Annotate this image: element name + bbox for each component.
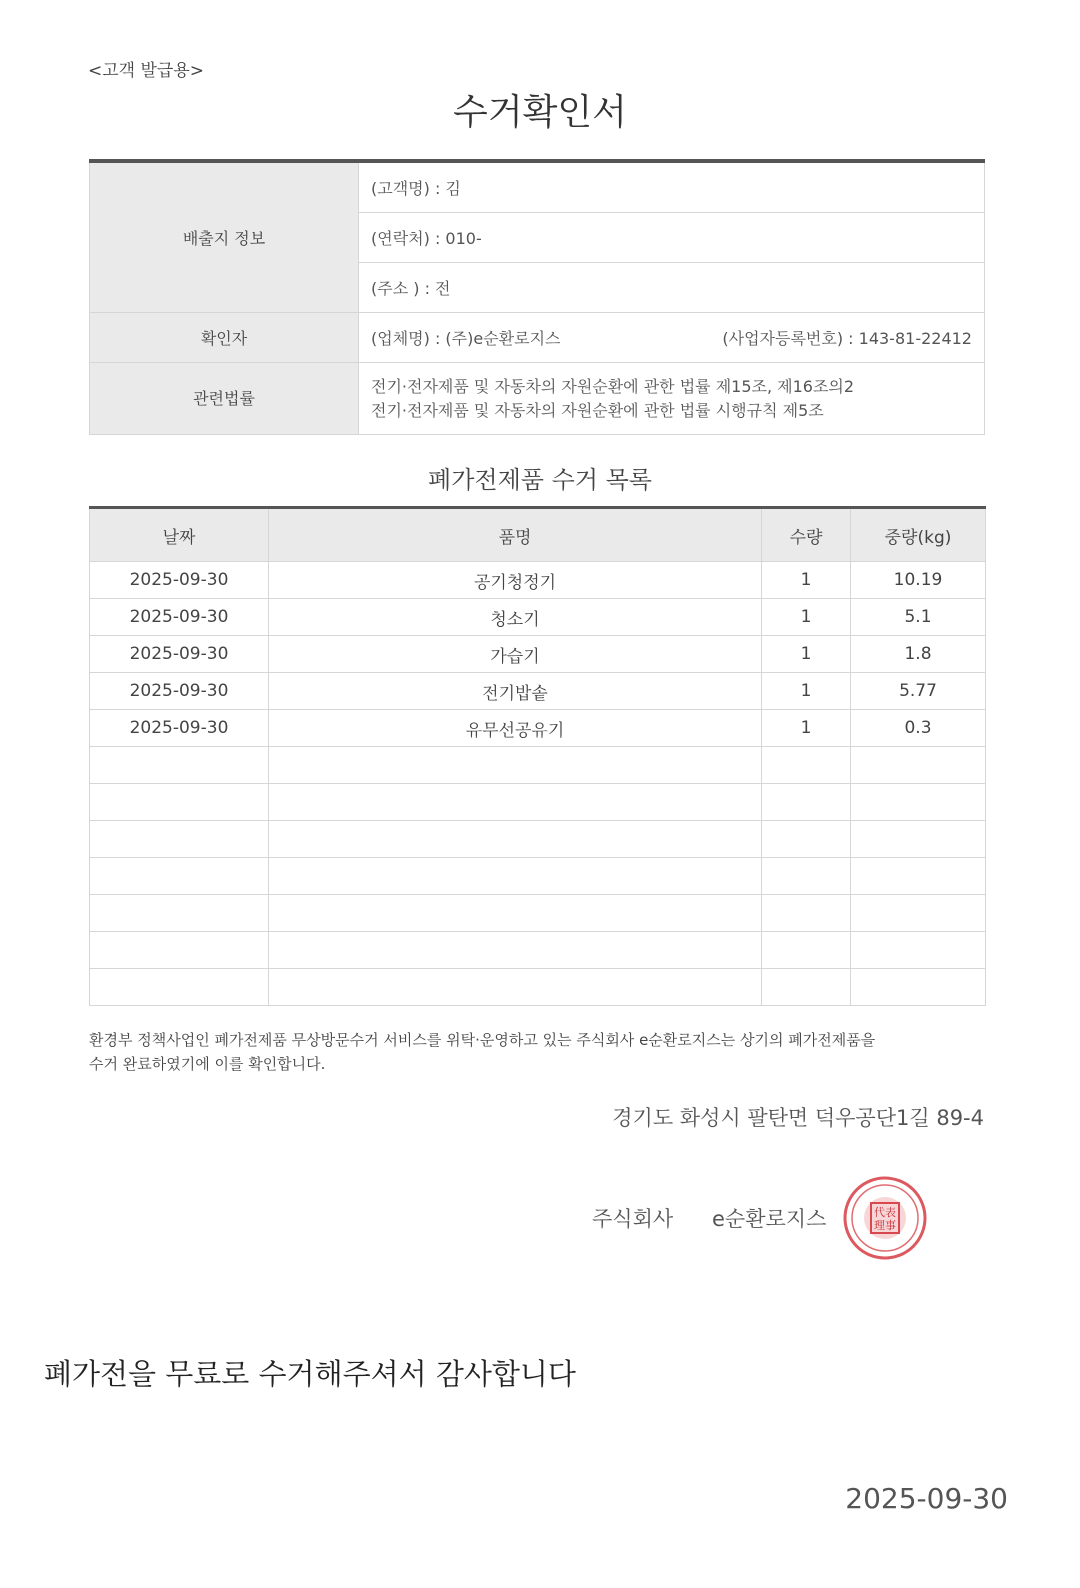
cell-quantity [762,747,851,784]
cell-item-name: 전기밥솥 [269,673,762,710]
cell-item-name [269,969,762,1006]
company-name: e순환로지스 [712,1207,827,1231]
table-row [90,895,986,932]
cell-quantity: 1 [762,710,851,747]
cell-quantity [762,932,851,969]
message-date: 2025-09-30 [845,1482,1008,1515]
table-row [90,784,986,821]
cell-weight: 1.8 [851,636,986,673]
law-text [359,363,985,435]
cell-date: 2025-09-30 [90,636,269,673]
table-row [90,821,986,858]
table-row [90,747,986,784]
confirmer-label: 확인자 [90,313,359,363]
cell-date [90,969,269,1006]
info-table [89,159,985,435]
svg-text:理事: 理事 [874,1219,896,1232]
cell-weight [851,895,986,932]
column-header-item: 품명 [269,508,762,562]
column-header-weight: 중량(kg) [851,508,986,562]
cell-date [90,821,269,858]
company-name-field: (업체명) : (주)e순환로지스 [371,329,561,348]
cell-quantity: 1 [762,599,851,636]
cell-item-name: 청소기 [269,599,762,636]
table-row [90,599,986,636]
cell-date [90,895,269,932]
cell-item-name: 가습기 [269,636,762,673]
law-label: 관련법률 [90,363,359,435]
law-line: 전기·전자제품 및 자동차의 자원순환에 관한 법률 제15조, 제16조의2 [371,376,855,396]
document-title: 수거확인서 [453,92,627,133]
cell-item-name: 유무선공유기 [269,710,762,747]
cell-quantity [762,858,851,895]
cell-date [90,747,269,784]
table-row [90,636,986,673]
cell-date [90,932,269,969]
cell-item-name [269,821,762,858]
cell-quantity [762,821,851,858]
column-header-date: 날짜 [90,508,269,562]
collection-list-table [89,506,986,1006]
cell-item-name [269,932,762,969]
confirmation-statement [89,1028,989,1076]
table-row [90,932,986,969]
customer-contact: (연락처) : 010- [359,213,985,263]
cell-weight [851,969,986,1006]
cell-item-name [269,895,762,932]
cell-date: 2025-09-30 [90,710,269,747]
svg-text:代表: 代表 [874,1206,896,1219]
cell-quantity: 1 [762,636,851,673]
cell-quantity: 1 [762,562,851,599]
table-row [90,562,986,599]
cell-quantity: 1 [762,673,851,710]
cell-quantity [762,895,851,932]
cell-weight [851,784,986,821]
customer-name: (고객명) : 김 [359,161,985,213]
statement-line: 수거 완료하였기에 이를 확인합니다. [89,1055,326,1073]
cell-quantity [762,969,851,1006]
cell-date: 2025-09-30 [90,562,269,599]
registration-number: (사업자등록번호) : 143-81-22412 [722,329,972,348]
confirmer-info [359,313,985,363]
law-line: 전기·전자제품 및 자동차의 자원순환에 관한 법률 시행규칙 제5조 [371,400,824,420]
cell-date [90,784,269,821]
cell-item-name [269,784,762,821]
cell-quantity [762,784,851,821]
issue-label: <고객 발급용> [88,61,205,81]
cell-item-name: 공기청정기 [269,562,762,599]
cell-date: 2025-09-30 [90,599,269,636]
cell-weight: 10.19 [851,562,986,599]
table-row [90,673,986,710]
company-address: 경기도 화성시 팔탄면 덕우공단1길 89-4 [612,1106,984,1130]
cell-date: 2025-09-30 [90,673,269,710]
cell-weight: 0.3 [851,710,986,747]
cell-date [90,858,269,895]
cell-item-name [269,747,762,784]
cell-weight [851,858,986,895]
cell-weight [851,932,986,969]
customer-address: (주소 ) : 전 [359,263,985,313]
emitter-label: 배출지 정보 [90,161,359,313]
table-row [90,710,986,747]
company-type-label: 주식회사 [592,1207,674,1231]
thank-you-message: 폐가전을 무료로 수거해주셔서 감사합니다 [44,1357,576,1391]
table-row [90,969,986,1006]
cell-weight [851,747,986,784]
cell-weight: 5.77 [851,673,986,710]
cell-weight: 5.1 [851,599,986,636]
list-title: 폐가전제품 수거 목록 [428,466,652,494]
company-seal-stamp [843,1176,927,1260]
statement-line: 환경부 정책사업인 폐가전제품 무상방문수거 서비스를 위탁·운영하고 있는 주식회사 e순환로지스는 상기의 폐가전제품을 [89,1031,876,1049]
cell-item-name [269,858,762,895]
cell-weight [851,821,986,858]
table-row [90,858,986,895]
column-header-quantity: 수량 [762,508,851,562]
